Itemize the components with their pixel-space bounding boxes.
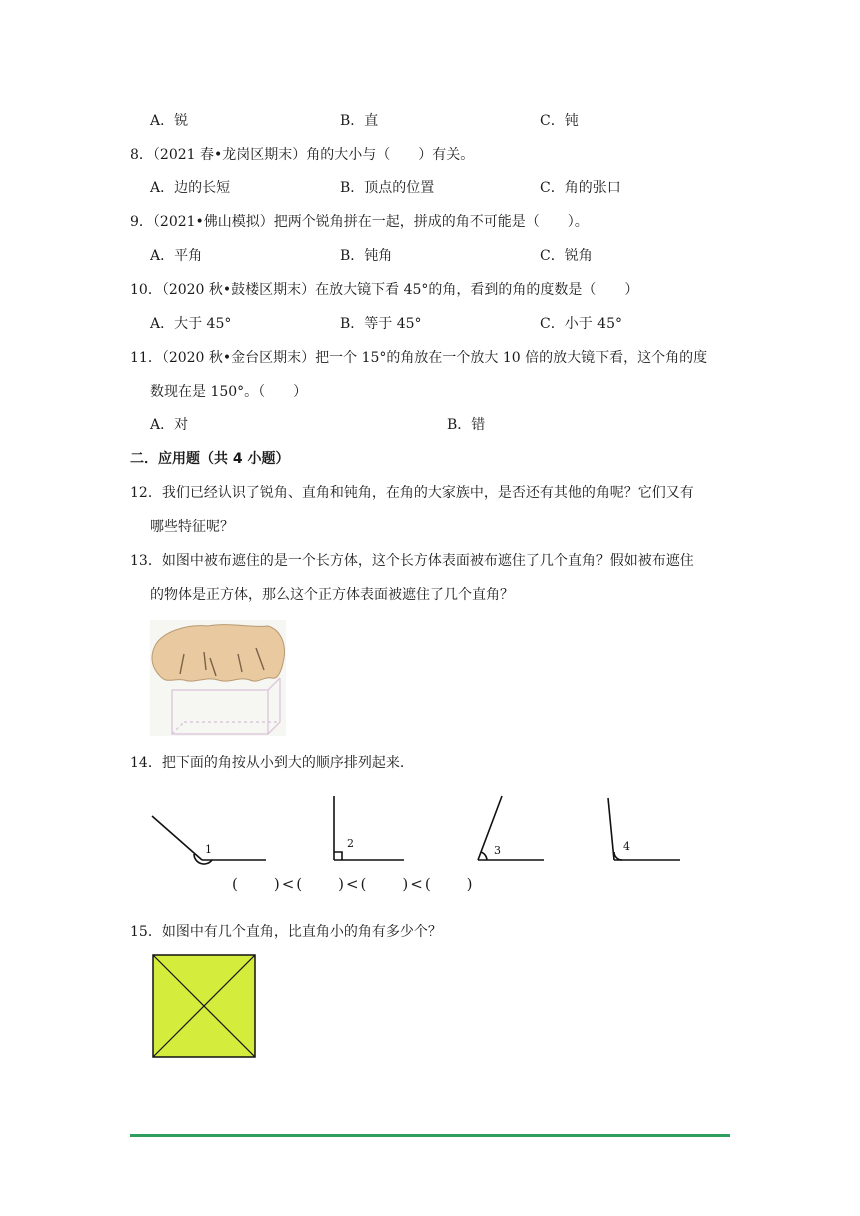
angle-1 (152, 816, 266, 864)
cloth-shape (152, 625, 284, 682)
q10-option-b: B．等于 45° (340, 316, 422, 332)
angle-label-2: 2 (347, 837, 354, 850)
q14-line1: 14．把下面的角按从小到大的顺序排列起来. (130, 755, 405, 771)
q10-stem: 10．（2020 秋•鼓楼区期末）在放大镜下看 45°的角，看到的角的度数是（ ） (130, 282, 639, 298)
q7-option-a: A．锐 (150, 113, 189, 129)
section-title: 二．应用题（共 4 小题） (130, 451, 290, 467)
q8-option-a: A．边的长短 (150, 180, 231, 196)
q9-stem: 9．（2021•佛山模拟）把两个锐角拼在一起，拼成的角不可能是（ ）。 (130, 214, 589, 230)
q12-line1: 12．我们已经认识了锐角、直角和钝角，在角的大家族中，是否还有其他的角呢？它们又有 (130, 485, 694, 501)
angle-3 (478, 796, 544, 860)
square-figure (152, 954, 256, 1058)
q13-line1: 13．如图中被布遮住的是一个长方体，这个长方体表面被布遮住了几个直角？假如被布遮住 (130, 553, 694, 569)
angle-2 (334, 796, 404, 860)
q7-option-b: B．直 (340, 113, 379, 129)
covered-box-figure (146, 618, 290, 738)
q12-line2: 哪些特征呢？ (150, 519, 234, 535)
q9-option-b: B．钝角 (340, 248, 393, 264)
q11-option-a: A．对 (150, 417, 189, 433)
angle-4 (608, 798, 680, 860)
q7-option-c: C．钝 (540, 113, 579, 129)
q15-line1: 15．如图中有几个直角，比直角小的角有多少个？ (130, 924, 442, 940)
q8-stem: 8．（2021 春•龙岗区期末）角的大小与（ ）有关。 (130, 147, 475, 163)
footer-divider (130, 1134, 730, 1137)
q9-option-c: C．锐角 (540, 248, 593, 264)
angle-label-3: 3 (494, 844, 501, 857)
q11-stem-line2: 数现在是 150°。（ ） (150, 384, 308, 400)
q10-option-a: A．大于 45° (150, 316, 232, 332)
q8-option-c: C．角的张口 (540, 180, 621, 196)
angle-label-4: 4 (623, 840, 630, 853)
q10-option-c: C．小于 45° (540, 316, 622, 332)
order-blanks: ( )<( )<( )<( ) (232, 875, 475, 893)
q13-line2: 的物体是正方体，那么这个正方体表面被遮住了几个直角？ (150, 587, 514, 603)
q8-option-b: B．顶点的位置 (340, 180, 435, 196)
q11-option-b: B．错 (447, 417, 486, 433)
q9-option-a: A．平角 (150, 248, 203, 264)
q11-stem-line1: 11．（2020 秋•金台区期末）把一个 15°的角放在一个放大 10 倍的放大镜下看，这个角的度 (130, 350, 708, 366)
angle-label-1: 1 (205, 843, 212, 856)
